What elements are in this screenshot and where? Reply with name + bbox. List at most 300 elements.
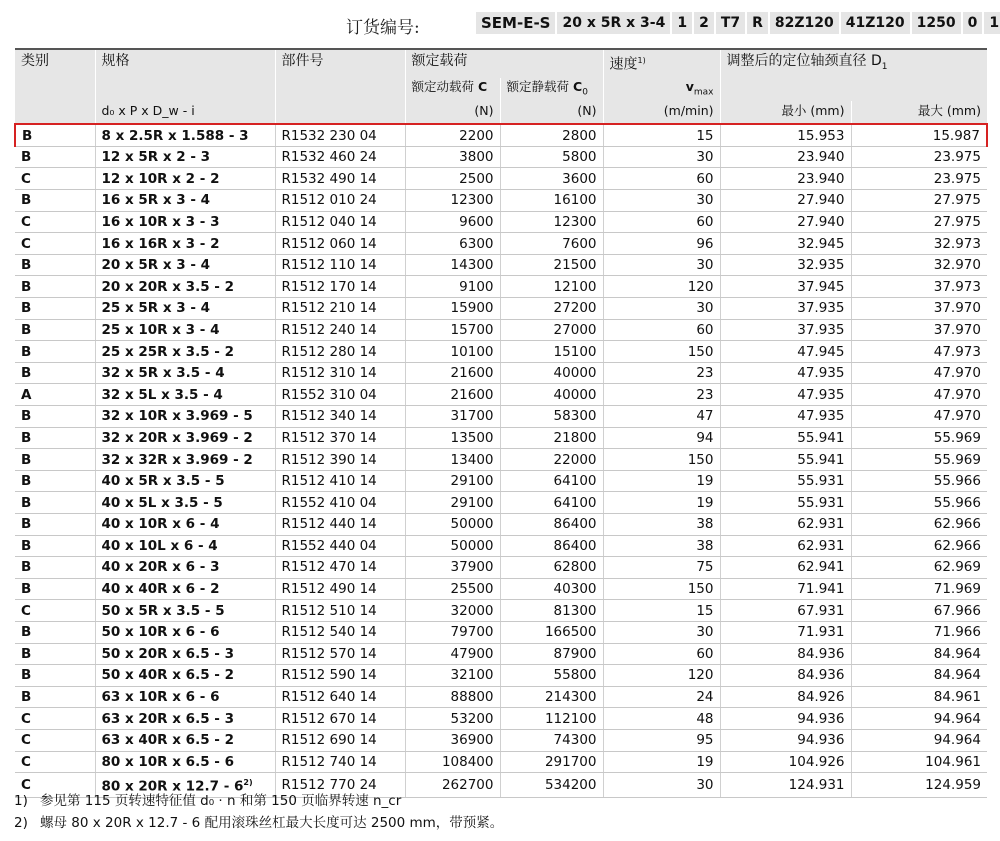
cell-max-diameter xyxy=(851,276,987,298)
cell-max-diameter xyxy=(851,470,987,492)
cell-text: 55.941 xyxy=(797,451,845,468)
cell-dynamic-load xyxy=(405,276,500,298)
cell-static-load xyxy=(500,190,603,212)
cell-max-diameter xyxy=(851,298,987,320)
cell-text: R1512 440 14 xyxy=(281,516,377,533)
cell-text: 64100 xyxy=(553,494,597,511)
cell-text: 84.936 xyxy=(797,667,845,684)
cell-static-load xyxy=(500,557,603,579)
cell-min-diameter xyxy=(720,578,851,600)
cell-text: 32.973 xyxy=(933,235,981,252)
cell-text: 32 x 20R x 3.969 - 2 xyxy=(101,429,253,446)
cell-text: 74300 xyxy=(553,732,597,749)
cell-text: 5800 xyxy=(562,149,597,166)
order-code-strip xyxy=(476,12,1000,34)
footnote-2 xyxy=(14,812,503,834)
cell-text: 40 x 10R x 6 - 4 xyxy=(101,516,220,533)
cell-part-no xyxy=(275,276,405,298)
table-row xyxy=(15,427,987,449)
header-speed xyxy=(603,49,720,78)
cell-text: 50000 xyxy=(450,516,494,533)
cell-text: 150 xyxy=(687,581,714,598)
cell-text: R1512 740 14 xyxy=(281,753,377,770)
cell-static-load xyxy=(500,276,603,298)
cell-text: R1512 640 14 xyxy=(281,689,377,706)
cell-category xyxy=(15,298,95,320)
cell-text: 27.975 xyxy=(933,213,981,230)
order-code-segment: T7 xyxy=(716,12,745,34)
cell-text: 25 x 25R x 3.5 - 2 xyxy=(101,343,234,360)
cell-text: 94.936 xyxy=(797,732,845,749)
cell-static-load xyxy=(500,578,603,600)
cell-text: 32.945 xyxy=(797,235,845,252)
cell-text: 23 xyxy=(696,365,714,382)
header-min: 最小 (mm) xyxy=(720,101,851,124)
cell-text: 124.931 xyxy=(788,776,845,793)
cell-text: 21600 xyxy=(450,365,494,382)
cell-vmax xyxy=(603,492,720,514)
cell-text: 6300 xyxy=(459,235,494,252)
header-unit-dynamic: (N) xyxy=(405,101,500,124)
cell-category xyxy=(15,319,95,341)
cell-category xyxy=(15,513,95,535)
cell-text: 9100 xyxy=(459,278,494,295)
cell-vmax xyxy=(603,643,720,665)
cell-part-no xyxy=(275,406,405,428)
cell-spec xyxy=(95,665,275,687)
cell-text: 47 xyxy=(696,408,714,425)
cell-category xyxy=(15,276,95,298)
cell-text: 27.940 xyxy=(797,213,845,230)
cell-text: 62.969 xyxy=(933,559,981,576)
cell-text: R1512 510 14 xyxy=(281,602,377,619)
order-code-segment: 20 x 5R x 3-4 xyxy=(557,12,670,34)
cell-spec xyxy=(95,751,275,773)
cell-min-diameter xyxy=(720,406,851,428)
cell-text: C xyxy=(21,213,31,230)
cell-max-diameter xyxy=(851,621,987,643)
cell-part-no xyxy=(275,298,405,320)
cell-text: 47.970 xyxy=(933,365,981,382)
cell-text: B xyxy=(21,581,32,598)
cell-text: B xyxy=(21,667,32,684)
cell-part-no xyxy=(275,470,405,492)
cell-text: 12100 xyxy=(553,278,597,295)
cell-text: 15100 xyxy=(553,343,597,360)
cell-dynamic-load xyxy=(405,492,500,514)
order-code-segment: 2 xyxy=(694,12,714,34)
cell-part-no xyxy=(275,146,405,168)
cell-vmax xyxy=(603,449,720,471)
cell-text: 40 x 20R x 6 - 3 xyxy=(101,559,220,576)
header-spec-formula: d₀ x P x D_w - i xyxy=(95,101,275,124)
cell-vmax xyxy=(603,124,720,146)
cell-category xyxy=(15,384,95,406)
table-row xyxy=(15,319,987,341)
cell-part-no xyxy=(275,557,405,579)
cell-spec xyxy=(95,384,275,406)
cell-part-no xyxy=(275,751,405,773)
cell-text: 62.966 xyxy=(933,537,981,554)
cell-text: 71.966 xyxy=(933,624,981,641)
cell-spec xyxy=(95,449,275,471)
cell-text: 40300 xyxy=(553,581,597,598)
cell-text: B xyxy=(21,149,32,166)
cell-min-diameter xyxy=(720,146,851,168)
cell-vmax xyxy=(603,168,720,190)
order-code-segment: 1 xyxy=(984,12,1000,34)
cell-category xyxy=(15,449,95,471)
cell-static-load xyxy=(500,298,603,320)
cell-text: B xyxy=(21,645,32,662)
cell-text: 23.975 xyxy=(933,170,981,187)
table-row xyxy=(15,535,987,557)
cell-min-diameter xyxy=(720,557,851,579)
header-static-load-symbol: C xyxy=(573,78,583,94)
cell-part-no xyxy=(275,643,405,665)
cell-text: 104.961 xyxy=(925,753,981,770)
cell-static-load xyxy=(500,729,603,751)
cell-static-load xyxy=(500,168,603,190)
cell-static-load xyxy=(500,211,603,233)
cell-text: 55.966 xyxy=(933,473,981,490)
cell-min-diameter xyxy=(720,492,851,514)
cell-text: 30 xyxy=(696,300,714,317)
cell-text: 67.931 xyxy=(797,602,845,619)
cell-text: B xyxy=(21,516,32,533)
cell-category xyxy=(15,643,95,665)
table-row xyxy=(15,557,987,579)
cell-dynamic-load xyxy=(405,254,500,276)
cell-text: R1512 210 14 xyxy=(281,300,377,317)
cell-min-diameter xyxy=(720,233,851,255)
cell-min-diameter xyxy=(720,773,851,798)
cell-text: 47.973 xyxy=(933,343,981,360)
cell-text: 16100 xyxy=(553,192,597,209)
cell-text: 47.935 xyxy=(797,365,845,382)
cell-text: 50 x 10R x 6 - 6 xyxy=(101,624,220,641)
cell-text: 534200 xyxy=(544,776,597,793)
cell-spec xyxy=(95,643,275,665)
cell-text: 62.931 xyxy=(797,516,845,533)
cell-part-no xyxy=(275,600,405,622)
table-row xyxy=(15,578,987,600)
cell-text: 32 x 5L x 3.5 - 4 xyxy=(101,386,223,403)
cell-part-no xyxy=(275,254,405,276)
cell-vmax xyxy=(603,535,720,557)
cell-vmax xyxy=(603,708,720,730)
cell-text: R1532 490 14 xyxy=(281,170,377,187)
cell-text: B xyxy=(21,429,32,446)
cell-max-diameter xyxy=(851,168,987,190)
header-diameter-text: 调整后的定位轴颈直径 D xyxy=(726,53,882,69)
cell-spec xyxy=(95,470,275,492)
cell-text: 37.973 xyxy=(933,278,981,295)
cell-category xyxy=(15,470,95,492)
cell-text: R1512 060 14 xyxy=(281,235,377,252)
cell-text: 71.941 xyxy=(797,581,845,598)
cell-text: 84.936 xyxy=(797,645,845,662)
cell-text: 63 x 20R x 6.5 - 3 xyxy=(101,710,234,727)
cell-text: C xyxy=(21,732,31,749)
table-row xyxy=(15,233,987,255)
cell-text: B xyxy=(22,127,33,144)
cell-spec xyxy=(95,578,275,600)
cell-text: 47900 xyxy=(450,645,494,662)
cell-text: 29100 xyxy=(450,494,494,511)
cell-dynamic-load xyxy=(405,513,500,535)
cell-text: R1512 010 24 xyxy=(281,192,377,209)
cell-text: 84.964 xyxy=(933,645,981,662)
cell-text: 79700 xyxy=(450,624,494,641)
cell-vmax xyxy=(603,254,720,276)
cell-text: 32000 xyxy=(450,602,494,619)
cell-part-no xyxy=(275,449,405,471)
cell-text: 84.964 xyxy=(933,667,981,684)
cell-text: 64100 xyxy=(553,473,597,490)
table-row xyxy=(15,211,987,233)
cell-min-diameter xyxy=(720,665,851,687)
table-row xyxy=(15,406,987,428)
order-code-segment: 1 xyxy=(672,12,692,34)
cell-text: R1512 540 14 xyxy=(281,624,377,641)
cell-min-diameter xyxy=(720,751,851,773)
footnote-1-number: 1) xyxy=(14,793,28,809)
cell-part-no xyxy=(275,124,405,146)
cell-text: 29100 xyxy=(450,473,494,490)
cell-category xyxy=(15,362,95,384)
cell-vmax xyxy=(603,686,720,708)
cell-text: R1512 110 14 xyxy=(281,257,377,274)
cell-text: R1512 410 14 xyxy=(281,473,377,490)
spec-table xyxy=(14,48,988,798)
cell-text: 32100 xyxy=(450,667,494,684)
cell-text: R1512 240 14 xyxy=(281,321,377,338)
cell-category xyxy=(15,190,95,212)
cell-text: 62.931 xyxy=(797,537,845,554)
cell-vmax xyxy=(603,621,720,643)
cell-spec xyxy=(95,513,275,535)
cell-text: R1512 770 24 xyxy=(281,776,377,793)
cell-text: R1512 670 14 xyxy=(281,710,377,727)
cell-text: 94.964 xyxy=(933,710,981,727)
cell-static-load xyxy=(500,535,603,557)
cell-category xyxy=(15,557,95,579)
cell-text: 23.940 xyxy=(797,170,845,187)
cell-max-diameter xyxy=(851,254,987,276)
cell-category xyxy=(15,729,95,751)
cell-text: R1512 340 14 xyxy=(281,408,377,425)
cell-text: 96 xyxy=(696,235,714,252)
cell-min-diameter xyxy=(720,449,851,471)
cell-part-no xyxy=(275,492,405,514)
cell-part-no xyxy=(275,319,405,341)
cell-dynamic-load xyxy=(405,146,500,168)
cell-spec xyxy=(95,362,275,384)
cell-text: R1552 440 04 xyxy=(281,537,377,554)
cell-text: R1512 040 14 xyxy=(281,213,377,230)
cell-max-diameter xyxy=(851,211,987,233)
cell-text: 27000 xyxy=(553,321,597,338)
cell-text: B xyxy=(21,192,32,209)
cell-text: 15700 xyxy=(450,321,494,338)
header-load: 额定载荷 xyxy=(405,49,603,78)
cell-text: 55.931 xyxy=(797,494,845,511)
cell-max-diameter xyxy=(851,773,987,798)
cell-text: 32 x 32R x 3.969 - 2 xyxy=(101,451,253,468)
table-row xyxy=(15,470,987,492)
cell-text: R1512 370 14 xyxy=(281,429,377,446)
cell-text: 27.940 xyxy=(797,192,845,209)
cell-spec xyxy=(95,406,275,428)
cell-text: 23 xyxy=(696,386,714,403)
cell-part-no xyxy=(275,665,405,687)
cell-text: 37.935 xyxy=(797,300,845,317)
cell-text: C xyxy=(21,235,31,252)
cell-dynamic-load xyxy=(405,643,500,665)
table-row xyxy=(15,190,987,212)
table-row xyxy=(15,384,987,406)
cell-vmax xyxy=(603,600,720,622)
cell-text: 104.926 xyxy=(788,753,845,770)
cell-vmax xyxy=(603,190,720,212)
cell-text: 62800 xyxy=(553,559,597,576)
cell-text: 86400 xyxy=(553,537,597,554)
table-row xyxy=(15,298,987,320)
cell-category xyxy=(15,621,95,643)
cell-dynamic-load xyxy=(405,384,500,406)
cell-static-load xyxy=(500,708,603,730)
cell-static-load xyxy=(500,449,603,471)
cell-text: 47.970 xyxy=(933,386,981,403)
cell-text: R1532 460 24 xyxy=(281,149,377,166)
table-row xyxy=(15,751,987,773)
cell-text: B xyxy=(21,257,32,274)
table-row xyxy=(15,254,987,276)
cell-part-no xyxy=(275,384,405,406)
cell-text: 120 xyxy=(687,667,714,684)
header-speed-note: 1) xyxy=(637,56,646,65)
cell-text: B xyxy=(21,624,32,641)
cell-text: 87900 xyxy=(553,645,597,662)
order-code-label: 订货编号: xyxy=(346,18,420,38)
cell-text: 40 x 10L x 6 - 4 xyxy=(101,537,218,554)
cell-static-load xyxy=(500,233,603,255)
cell-min-diameter xyxy=(720,686,851,708)
cell-text: 53200 xyxy=(450,710,494,727)
order-code-segment: 82Z120 xyxy=(770,12,839,34)
cell-text: 15900 xyxy=(450,300,494,317)
cell-text: B xyxy=(21,408,32,425)
cell-text: 94 xyxy=(696,429,714,446)
cell-text: 14300 xyxy=(450,257,494,274)
cell-text: 95 xyxy=(696,732,714,749)
cell-text: 37.970 xyxy=(933,300,981,317)
cell-max-diameter xyxy=(851,319,987,341)
cell-text: 55.941 xyxy=(797,429,845,446)
cell-part-no xyxy=(275,686,405,708)
cell-text: 3800 xyxy=(459,149,494,166)
cell-spec xyxy=(95,557,275,579)
order-code-segment: R xyxy=(747,12,768,34)
cell-text: 16 x 10R x 3 - 3 xyxy=(101,213,220,230)
cell-dynamic-load xyxy=(405,557,500,579)
cell-text: C xyxy=(21,753,31,770)
cell-text: 23.940 xyxy=(797,149,845,166)
cell-min-diameter xyxy=(720,254,851,276)
cell-part-no xyxy=(275,621,405,643)
header-static-load-sub: 0 xyxy=(582,87,588,98)
footnote-2-text: 螺母 80 x 20R x 12.7 - 6 配用滚珠丝杠最大长度可达 2500 mm，带预紧。 xyxy=(40,815,504,831)
cell-category xyxy=(15,708,95,730)
cell-text: B xyxy=(21,278,32,295)
cell-spec xyxy=(95,708,275,730)
cell-text: 19 xyxy=(696,473,714,490)
cell-text: B xyxy=(21,689,32,706)
cell-text: B xyxy=(21,300,32,317)
cell-part-no xyxy=(275,427,405,449)
cell-text: B xyxy=(21,365,32,382)
cell-max-diameter xyxy=(851,124,987,146)
cell-text: 38 xyxy=(696,516,714,533)
cell-dynamic-load xyxy=(405,686,500,708)
cell-max-diameter xyxy=(851,535,987,557)
cell-text: 40 x 40R x 6 - 2 xyxy=(101,581,220,598)
cell-text: C xyxy=(21,170,31,187)
cell-text: 36900 xyxy=(450,732,494,749)
cell-text: 166500 xyxy=(544,624,597,641)
cell-dynamic-load xyxy=(405,600,500,622)
cell-static-load xyxy=(500,773,603,798)
cell-text: R1512 310 14 xyxy=(281,365,377,382)
cell-text: 262700 xyxy=(441,776,494,793)
cell-text: 71.969 xyxy=(933,581,981,598)
table-row xyxy=(15,665,987,687)
cell-spec xyxy=(95,233,275,255)
table-row xyxy=(15,341,987,363)
cell-spec xyxy=(95,492,275,514)
table-row xyxy=(15,621,987,643)
cell-min-diameter xyxy=(720,600,851,622)
cell-text: R1512 490 14 xyxy=(281,581,377,598)
cell-text: 50 x 20R x 6.5 - 3 xyxy=(101,645,234,662)
cell-text: 124.959 xyxy=(925,776,981,793)
cell-text: 3600 xyxy=(562,170,597,187)
cell-text: 12 x 5R x 2 - 3 xyxy=(101,149,211,166)
cell-text: R1552 410 04 xyxy=(281,494,377,511)
cell-category xyxy=(15,124,95,146)
cell-category xyxy=(15,146,95,168)
cell-text: 50 x 5R x 3.5 - 5 xyxy=(101,602,225,619)
cell-text: 55.966 xyxy=(933,494,981,511)
cell-dynamic-load xyxy=(405,665,500,687)
cell-text: 32 x 5R x 3.5 - 4 xyxy=(101,365,225,382)
cell-part-no xyxy=(275,362,405,384)
cell-category xyxy=(15,751,95,773)
cell-text: B xyxy=(21,343,32,360)
cell-text: R1512 590 14 xyxy=(281,667,377,684)
cell-dynamic-load xyxy=(405,190,500,212)
cell-text: 30 xyxy=(696,192,714,209)
cell-spec xyxy=(95,276,275,298)
cell-text: 15 xyxy=(696,602,714,619)
cell-text: 15 xyxy=(696,127,714,144)
cell-text: 2800 xyxy=(562,127,597,144)
cell-text: 12300 xyxy=(553,213,597,230)
cell-vmax xyxy=(603,406,720,428)
cell-text: 13400 xyxy=(450,451,494,468)
cell-category xyxy=(15,427,95,449)
